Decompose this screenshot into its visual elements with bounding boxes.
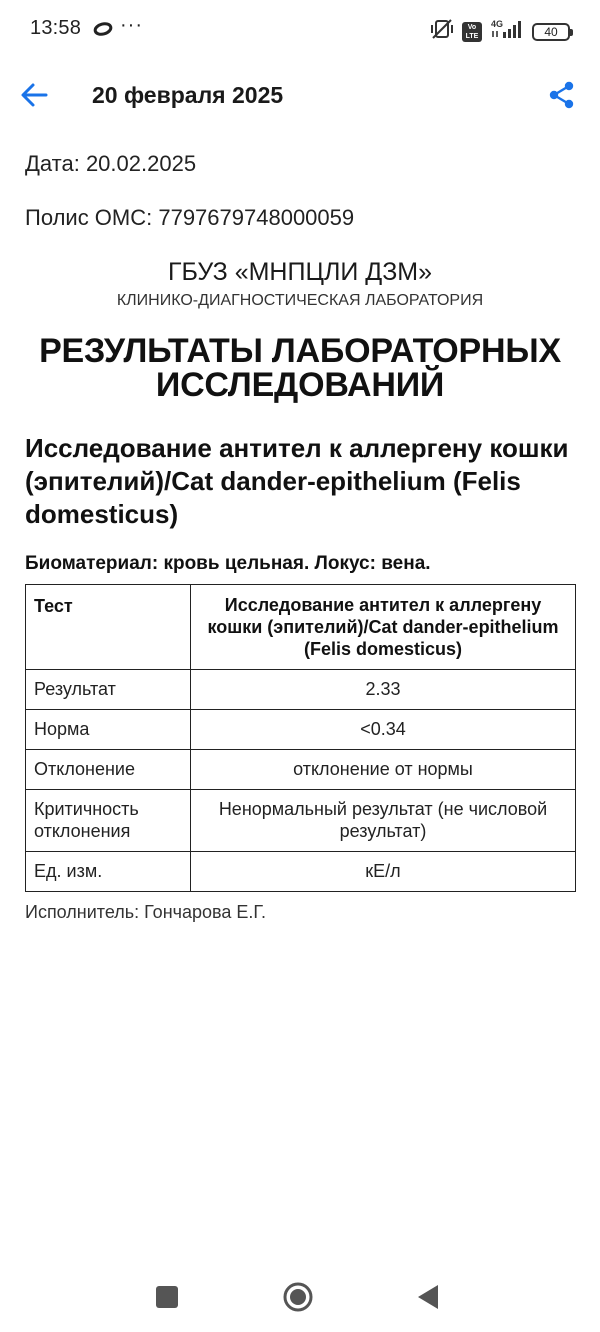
status-icons xyxy=(430,18,570,45)
table-header-value: Исследование антител к аллергену кошки (эпителий)/Cat dander-epithelium (Felis domesticus) xyxy=(191,585,576,670)
volte-icon: Vo LTE xyxy=(462,22,482,42)
table-cell-label: Норма xyxy=(26,710,191,750)
table-cell-label: Ед. изм. xyxy=(26,852,191,892)
battery-icon: 40 xyxy=(532,23,570,41)
status-bar xyxy=(0,0,600,60)
recents-button[interactable] xyxy=(150,1280,184,1314)
table-cell-value: Ненормальный результат (не числовой результат) xyxy=(191,790,576,852)
page-title: 20 февраля 2025 xyxy=(92,82,284,108)
mute-vibrate-icon xyxy=(430,18,454,45)
biomaterial-line: Биоматериал: кровь цельная. Локус: вена. xyxy=(25,553,431,574)
signal-icon xyxy=(490,18,524,45)
results-table xyxy=(25,584,576,892)
system-back-button[interactable] xyxy=(411,1280,445,1314)
table-cell-label: Результат xyxy=(26,670,191,710)
table-cell-value: 2.33 xyxy=(191,670,576,710)
loop-icon xyxy=(92,21,114,42)
performer-line: Исполнитель: Гончарова Е.Г. xyxy=(25,902,266,922)
share-button[interactable] xyxy=(544,77,580,113)
table-cell-value: <0.34 xyxy=(191,710,576,750)
table-row-criticality xyxy=(26,790,576,852)
svg-text:4G: 4G xyxy=(491,19,504,29)
table-header-row xyxy=(26,585,576,670)
app-bar xyxy=(0,62,600,132)
arrow-left-icon xyxy=(20,82,48,108)
table-cell-label: Критичность отклонения xyxy=(26,790,191,852)
table-cell-label: Отклонение xyxy=(26,750,191,790)
circle-icon xyxy=(282,1281,314,1313)
organization-subtitle: КЛИНИКО-ДИАГНОСТИЧЕСКАЯ ЛАБОРАТОРИЯ xyxy=(116,292,484,309)
back-button[interactable] xyxy=(16,77,52,113)
table-cell-value: кЕ/л xyxy=(191,852,576,892)
date-line: Дата: 20.02.2025 xyxy=(25,151,197,176)
home-button[interactable] xyxy=(281,1280,315,1314)
report-title-line-1: РЕЗУЛЬТАТЫ ЛАБОРАТОРНЫХ xyxy=(39,332,561,370)
report-title-line-2: ИССЛЕДОВАНИЙ xyxy=(155,366,445,404)
square-icon xyxy=(155,1285,179,1309)
policy-line: Полис ОМС: 7797679748000059 xyxy=(25,205,355,230)
table-header-label: Тест xyxy=(26,585,191,670)
more-notifications-icon: ··· xyxy=(120,14,143,36)
table-row-result xyxy=(26,670,576,710)
triangle-back-icon xyxy=(416,1284,440,1310)
table-row-units xyxy=(26,852,576,892)
table-row-deviation xyxy=(26,750,576,790)
organization-name: ГБУЗ «МНПЦЛИ ДЗМ» xyxy=(167,258,433,286)
study-title: Исследование антител к аллергену кошки (эпителий)/Cat dander-epithelium (Felis domesticus) xyxy=(25,433,569,529)
table-cell-value: отклонение от нормы xyxy=(191,750,576,790)
status-time: 13:58 xyxy=(30,17,82,39)
share-icon xyxy=(548,81,576,109)
table-row-norm xyxy=(26,710,576,750)
system-nav-bar xyxy=(0,1262,600,1332)
report-title xyxy=(0,334,600,402)
